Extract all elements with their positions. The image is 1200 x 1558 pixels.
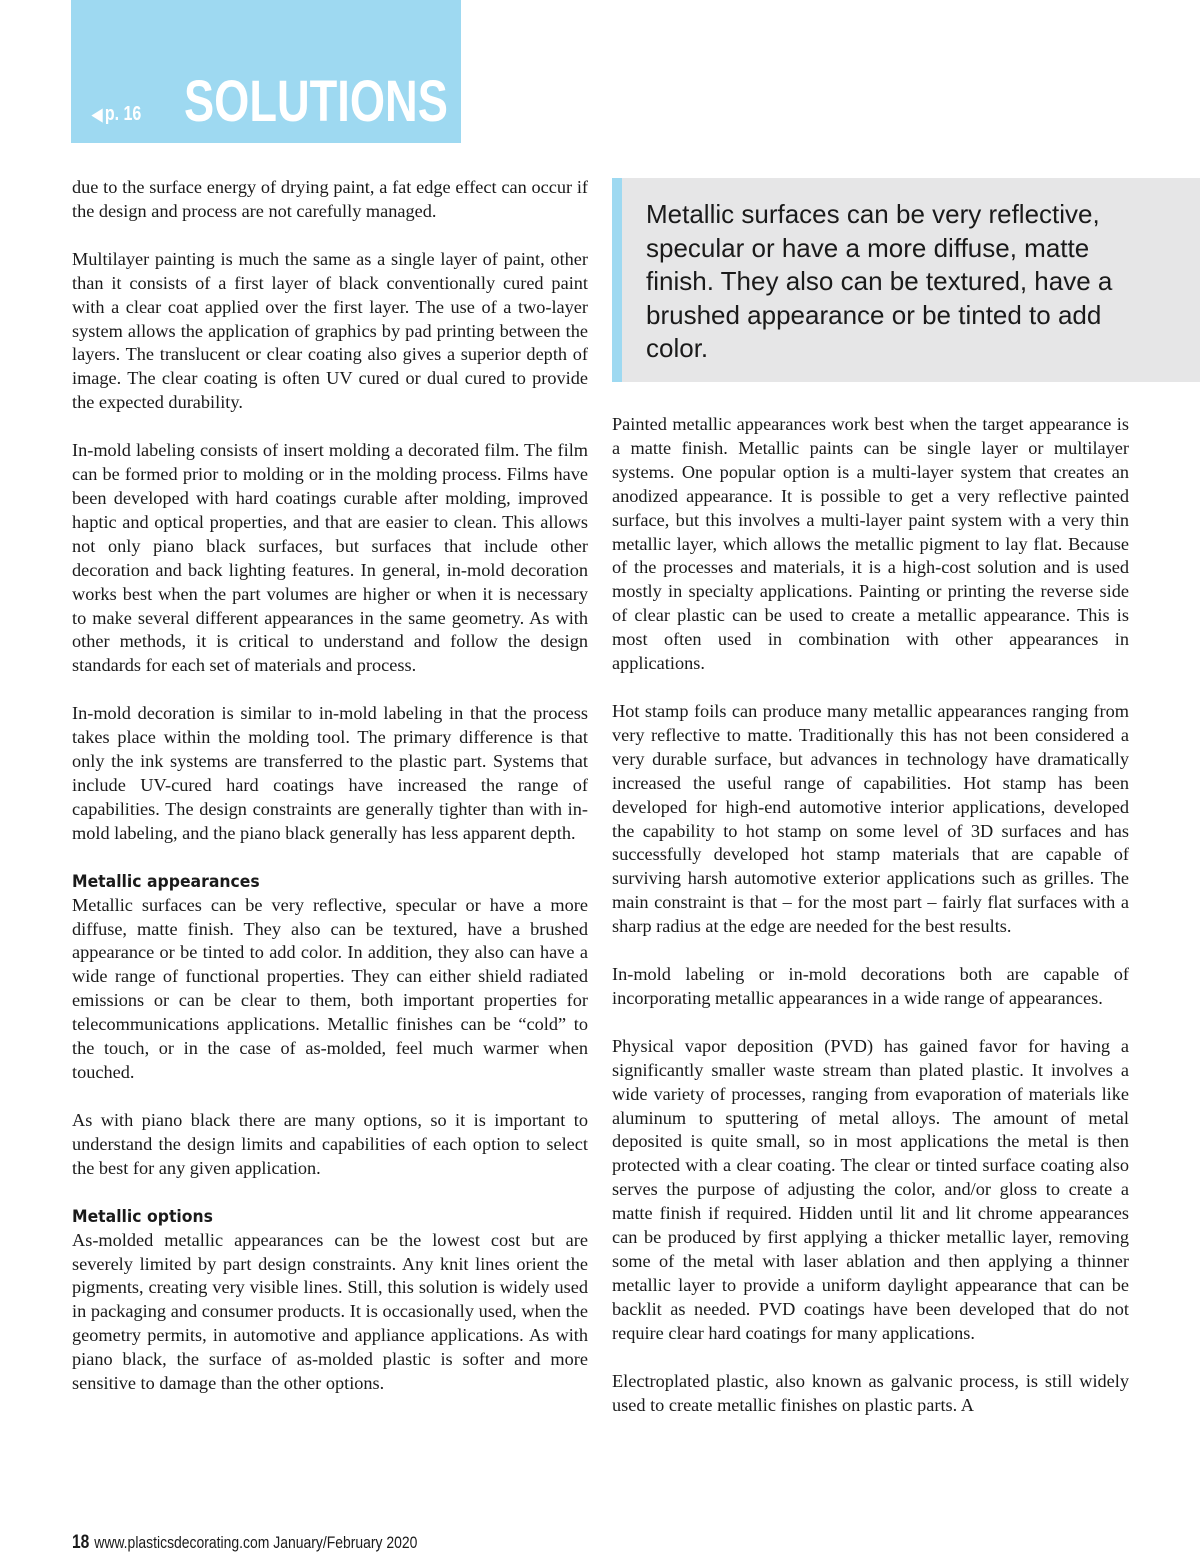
subheading-metallic-appearances: Metallic appearances: [72, 871, 260, 892]
paragraph: Multilayer painting is much the same as a single layer of paint, other than it consists of a first layer of black conventionally cured paint with a clear coat applied over the first layer. The use of a two-layer system allows the application of graphics by pad printing between the layers. The translucent or clear coating also gives a superior depth of image. The clear coating is often UV cured or dual cured to provide the expected durability.: [72, 248, 588, 413]
pull-quote-box: [612, 178, 1200, 382]
paragraph: due to the surface energy of drying paint, a fat edge effect can occur if the design and process are not carefully managed.: [72, 177, 588, 221]
page-number: 18: [72, 1532, 90, 1553]
paragraph: Physical vapor deposition (PVD) has gained favor for having a significantly smaller waste stream than plated plastic. It involves a wide variety of processes, ranging from evaporation of materials like aluminum to sputtering of metal alloys. The amount of metal deposited is quite small, so in most applications the metal is then protected with a clear coating. The clear or tinted surface coating also serves the purpose of adjusting the color, and/or gloss to create a matte finish if required. Hidden until lit and lit chrome appearances can be produced by first applying a thicker metallic layer, removing some of the metal with laser ablation and then applying a thinner metallic layer to provide a uniform daylight appearance that can be backlit as needed. PVD coatings have been developed that do not require clear hard coatings for many applications.: [612, 1035, 1129, 1343]
paragraph: Hot stamp foils can produce many metallic appearances ranging from very reflective to matte. Traditionally this has not been considered a very durable surface, but advances in technology have dramatically increased the useful range of capabilities. Hot stamp has been developed for high-end automotive interior applications, developed the capability to hot stamp on some level of 3D surfaces and has successfully developed hot stamp materials that are capable of surviving harsh automotive exterior applications such as grilles. The main constraint is that – for the most part – fairly flat surfaces with a sharp radius at the edge are needed for the best results.: [612, 700, 1129, 937]
paragraph: In-mold decoration is similar to in-mold labeling in that the process takes place within the molding tool. The primary difference is that only the ink systems are transferred to the plastic part. Systems that include UV-cured hard coatings have increased the range of capabilities. The design constraints are generally tighter than with in-mold labeling, and the piano black generally has less apparent depth.: [72, 703, 588, 843]
page-footer: [72, 1532, 417, 1554]
paragraph: In-mold labeling consists of insert molding a decorated film. The film can be formed prior to molding or in the molding process. Films have been developed with hard coatings curable after molding, improved haptic and optical properties, and that are easier to clean. This allows not only piano black surfaces, but surfaces that include other decoration and back lighting features. In general, in-mold decoration works best when the part volumes are higher or when it is necessary to make several different appearances in the same geometry. As with other methods, it is critical to understand and follow the design standards for each set of materials and process.: [72, 440, 588, 676]
paragraph: Metallic surfaces can be very reflective, specular or have a more diffuse, matte finish. They also can be textured, have a brushed appearance or be tinted to add color. In addition, they also can have a wide range of functional properties. They can either shield radiated emissions or can be clear to them, both important properties for telecommunications applications. Metallic finishes can be “cold” to the touch, or in the case of as-molded, feel much warmer when touched.: [72, 894, 588, 1082]
subheading-metallic-options: Metallic options: [72, 1206, 213, 1227]
paragraph: In-mold labeling or in-mold decorations both are capable of incorporating metallic appearances in a wide range of appearances.: [612, 964, 1129, 1008]
back-page-label: p. 16: [104, 103, 142, 125]
right-column: [612, 413, 1129, 1441]
left-arrow-icon: ◀: [92, 105, 103, 124]
footer-site-date[interactable]: www.plasticsdecorating.com January/February 2020: [94, 1533, 418, 1552]
paragraph: As-molded metallic appearances can be the lowest cost but are severely limited by part design constraints. Any knit lines orient the pigments, creating very visible lines. Still, this solution is widely used in packaging and consumer products. It is occasionally used, when the geometry permits, in automotive and appliance applications. As with piano black, the surface of as-molded plastic is softer and more sensitive to damage than the other options.: [72, 1229, 588, 1394]
back-page-reference[interactable]: [92, 103, 141, 126]
section-title: SOLUTIONS: [184, 69, 448, 134]
paragraph: Electroplated plastic, also known as galvanic process, is still widely used to create metallic finishes on plastic parts. A: [612, 1370, 1129, 1415]
left-column: [72, 176, 588, 1420]
pull-quote-text: Metallic surfaces can be very reflective, specular or have a more diffuse, matte finish. They also can be textured, have a brushed appearance or be tinted to add color.: [646, 199, 1113, 363]
paragraph: As with piano black there are many options, so it is important to understand the design limits and capabilities of each option to select the best for any given application.: [72, 1109, 588, 1178]
paragraph: Painted metallic appearances work best when the target appearance is a matte finish. Metallic paints can be single layer or multilayer systems. One popular option is a multi-layer system that creates an anodized appearance. It is possible to get a very reflective painted surface, but this involves a multi-layer paint system with a very thin metallic layer, which allows the metallic pigment to lay flat. Because of the processes and materials, it is a high-cost solution and is used mostly in specialty applications. Painting or printing the reverse side of clear plastic can be used to create a metallic appearance. This is most often used in combination with other appearances in applications.: [612, 414, 1129, 674]
